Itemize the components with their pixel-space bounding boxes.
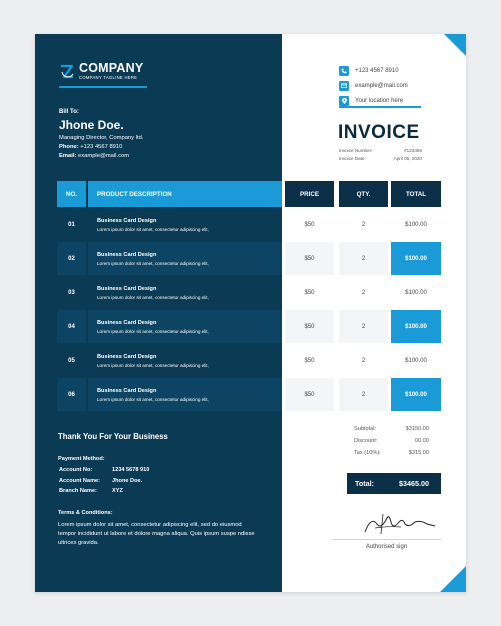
payment-details: Account No: 1234 5678 910 Account Name: Jhone Doe. Branch Name: XYZ [59, 467, 149, 499]
grand-total: Total: $3465.00 [347, 473, 441, 494]
terms-text: Lorem ipsum dolor sit amet, consectetur adipiscing elit, sed do eiusmod tempor incididunt ut labore et dolore magna aliqua. Quis ipsum suspe ndisse ultrices gravida. [58, 522, 255, 546]
account-number: 1234 5678 910 [112, 467, 150, 473]
client-role: Managing Director, Company ltd. [59, 135, 144, 141]
phone-icon [339, 66, 349, 76]
bill-to-block [59, 109, 143, 159]
header-total: TOTAL [391, 181, 441, 207]
account-name: Jhone Doe. [112, 477, 143, 484]
table-row: 02 Business Card Design Lorem ipsum dolor sit amet, consectetur adipiscing elit, $50 2 $100.00 [57, 242, 441, 275]
branch-name: XYZ [112, 488, 123, 494]
mail-icon [339, 81, 349, 91]
contact-divider [339, 106, 421, 108]
client-phone: Phone: +123 4567 8910 [59, 144, 123, 150]
discount-value: 00.00 [415, 438, 429, 444]
invoice-sheet [35, 34, 466, 592]
header-qty: QTY. [339, 181, 388, 207]
table-row: 05 Business Card Design Lorem ipsum dolor sit amet, consectetur adipiscing elit, $50 2 $100.00 [68, 353, 427, 368]
invoice-title: INVOICE [338, 122, 420, 143]
table-row: 06 Business Card Design Lorem ipsum dolor sit amet, consectetur adipiscing elit, $50 2 $100.00 [57, 378, 441, 411]
table-row: 01 Business Card Design Lorem ipsum dolor sit amet, consectetur adipiscing elit, $50 2 $100.00 [68, 217, 427, 232]
company-tagline: COMPANY TAGLINE HERE [79, 75, 138, 80]
corner-accent-bottom [440, 566, 466, 592]
thank-you-heading: Thank You For Your Business [58, 432, 168, 441]
company-name: COMPANY [79, 61, 144, 75]
signature-icon [357, 510, 441, 538]
signature-line [332, 539, 441, 540]
header-price: PRICE [285, 181, 334, 207]
invoice-date-label: Invoice Date: [339, 156, 366, 161]
header-description: PRODUCT DESCRIPTION [88, 181, 282, 207]
client-name: Jhone Doe. [59, 118, 124, 132]
payment-method-heading: Payment Method: [58, 456, 105, 462]
contact-email: example@mail.com [339, 78, 408, 93]
grand-total-value: $3465.00 [399, 479, 429, 488]
invoice-date: April 05, 2020 [393, 156, 422, 161]
logo-divider [59, 86, 147, 88]
bill-to-label: Bill To: [59, 109, 79, 115]
company-logo [59, 62, 143, 81]
signature-label: Authorised sign [365, 544, 408, 550]
subtotal-value: $3150.00 [405, 426, 429, 432]
invoice-number-label: Invoice Number: [339, 148, 373, 153]
company-logo-icon [59, 64, 75, 80]
contact-block [339, 63, 408, 108]
invoice-number: #123456 [404, 148, 422, 153]
table-row: 04 Business Card Design Lorem ipsum dolor sit amet, consectetur adipiscing elit, $50 2 $100.00 [57, 310, 441, 343]
table-row: 03 Business Card Design Lorem ipsum dolor sit amet, consectetur adipiscing elit, $50 2 $100.00 [68, 285, 427, 300]
location-pin-icon [339, 96, 349, 106]
corner-accent-top [444, 34, 466, 56]
invoice-meta [339, 148, 422, 164]
tax-value: $315.00 [408, 450, 429, 456]
contact-phone: +123 4567 8910 [339, 63, 408, 78]
totals-summary: Subtotal: $3150.00 Discount: 00.00 Tax (10%): $315.00 [354, 426, 429, 462]
terms-heading: Terms & Conditions: [58, 510, 113, 516]
header-no: NO. [57, 181, 86, 207]
client-email: Email: example@mail.com [59, 153, 130, 159]
contact-location: Your location here [339, 93, 408, 108]
